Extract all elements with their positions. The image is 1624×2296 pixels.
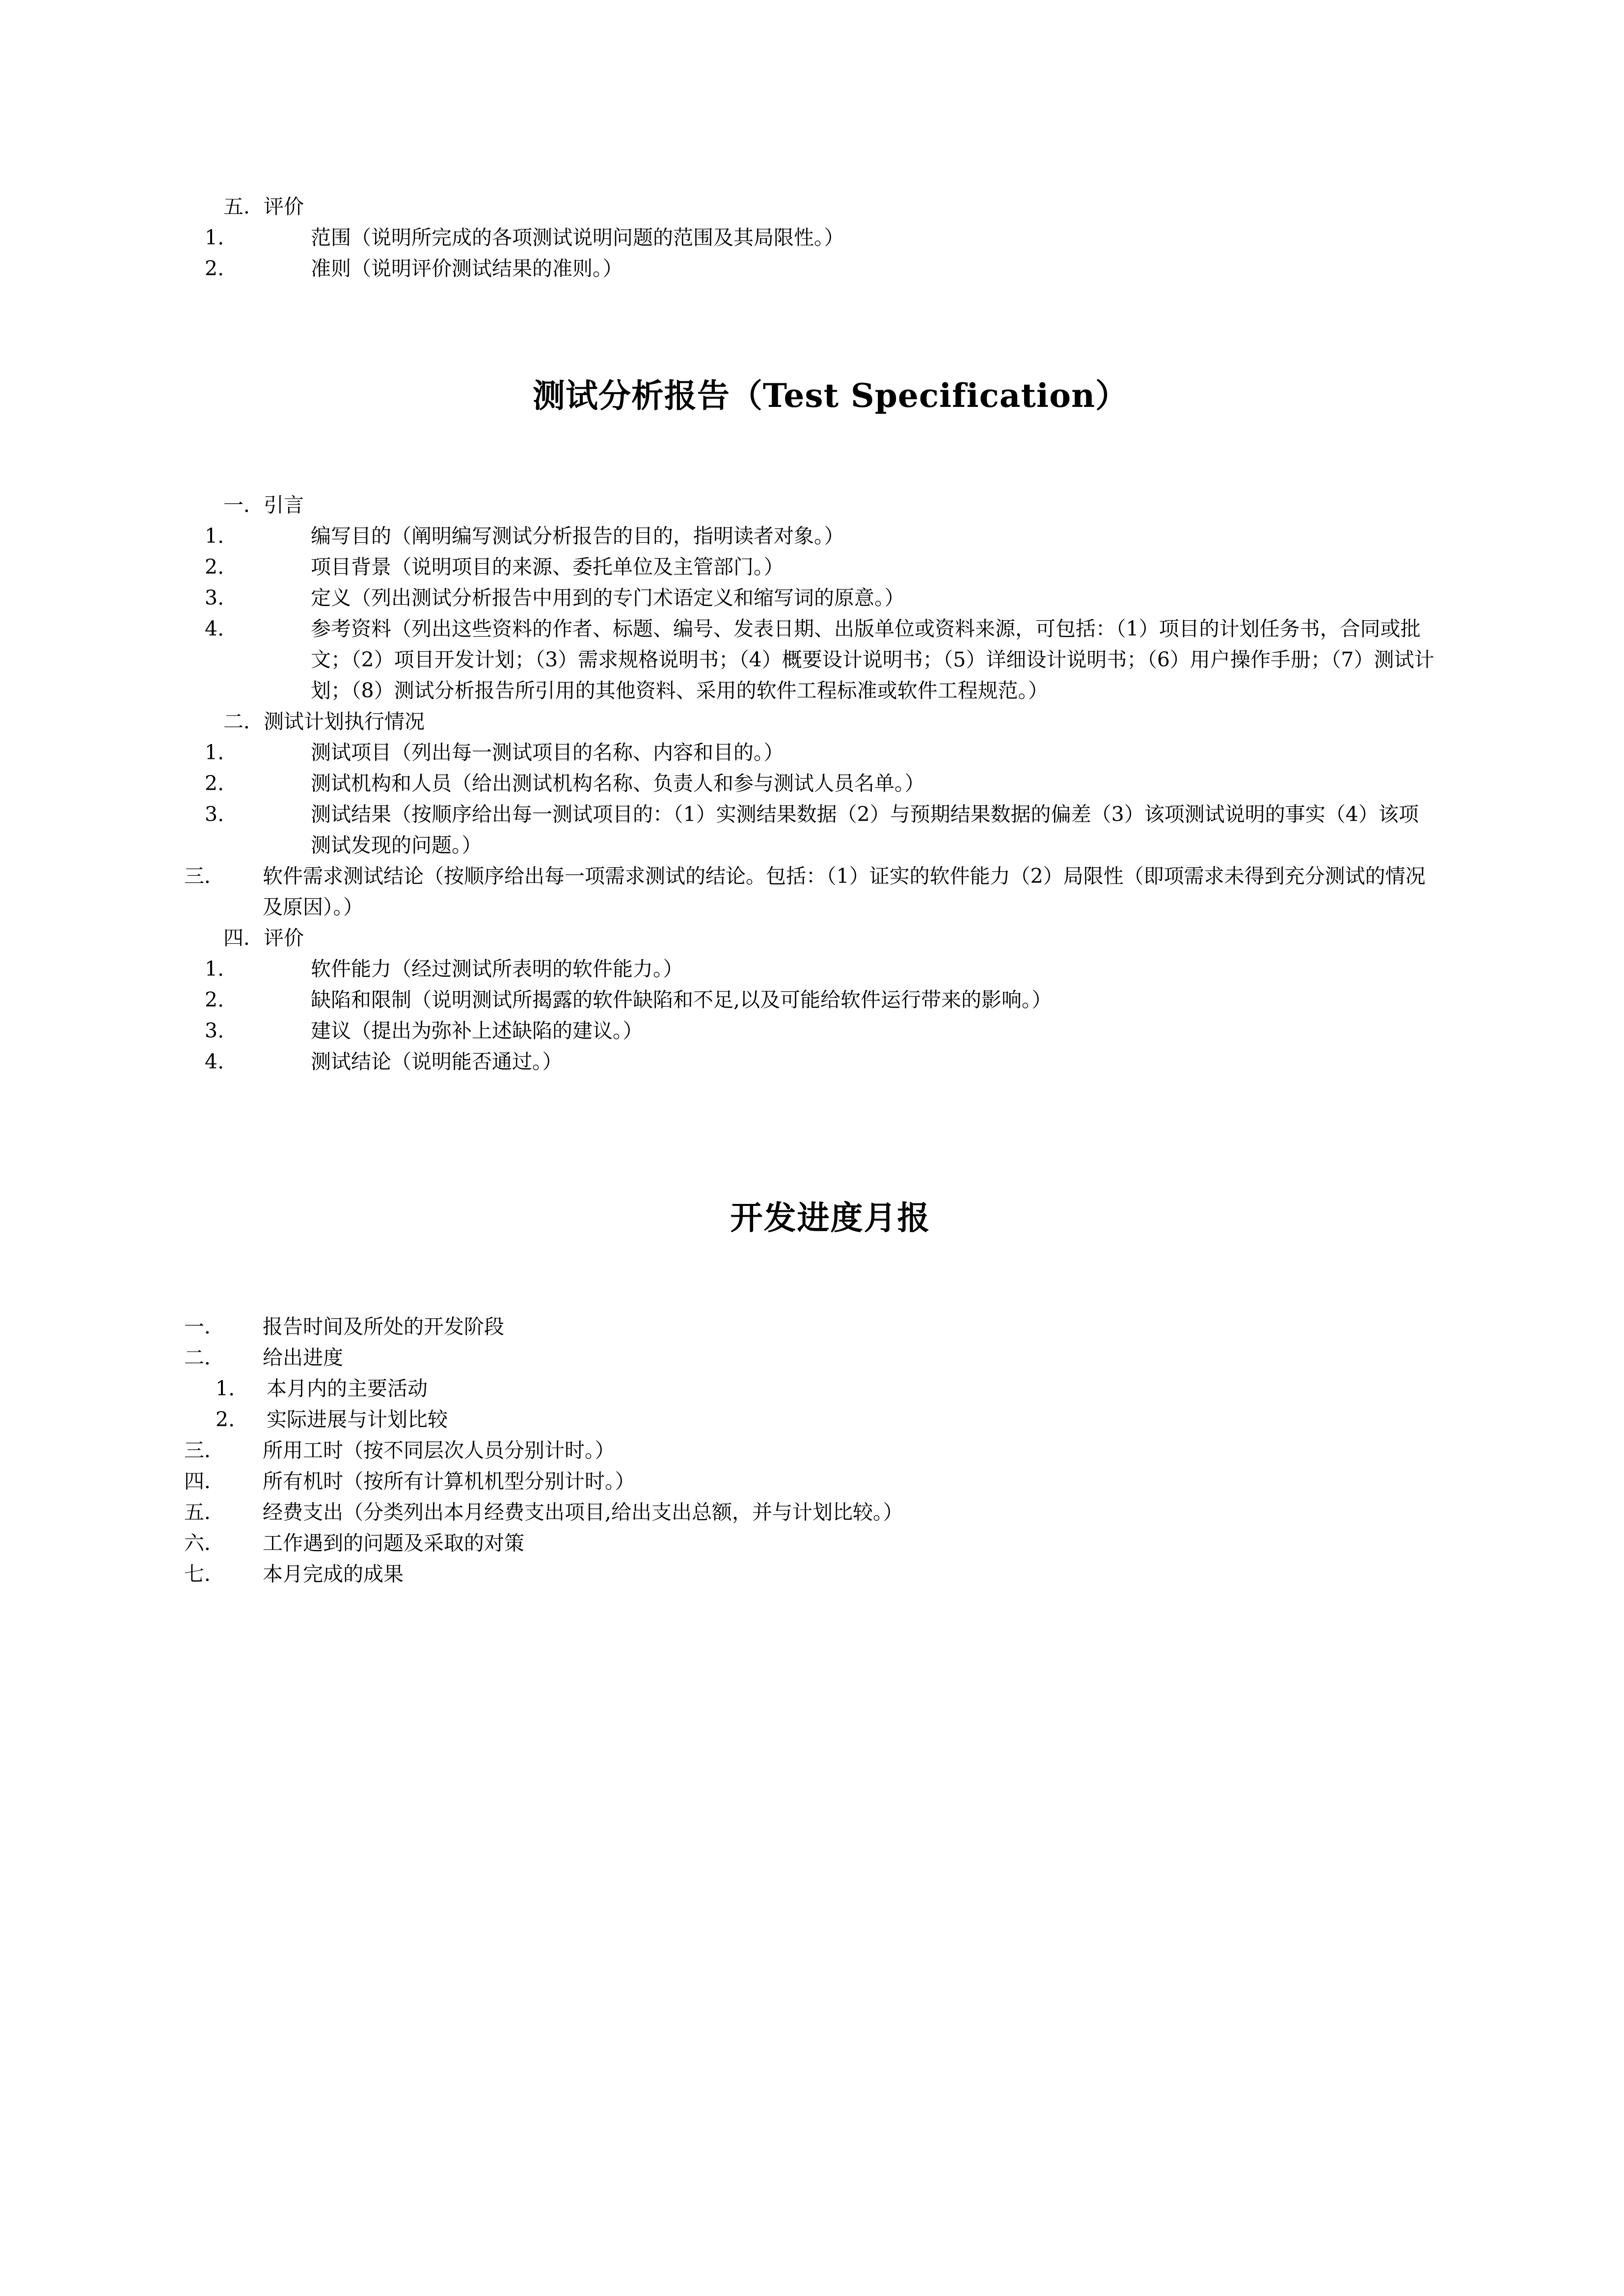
list-item-text: 范围（说明所完成的各项测试说明问题的范围及其局限性。） — [311, 226, 844, 249]
section-text: 给出进度 — [263, 1346, 343, 1369]
section-heading-requirements-conclusion — [184, 861, 1437, 923]
list-item — [205, 614, 1437, 706]
list-item — [205, 768, 1437, 799]
list-item — [205, 1015, 1437, 1046]
list-item — [205, 552, 1437, 583]
list-item-text: 测试机构和人员（给出测试机构名称、负责人和参与测试人员名单。） — [311, 771, 925, 795]
list-item-number: 1. — [205, 226, 224, 249]
list-item-number: 3. — [205, 1018, 224, 1042]
section-heading-progress — [184, 1342, 1437, 1373]
section-heading-evaluation: 四．评价 — [223, 926, 304, 950]
spacer — [223, 284, 1437, 375]
page-title-test-specification: 测试分析报告（Test Specification） — [532, 376, 1129, 415]
list-item-text: 准则（说明评价测试结果的准则。） — [311, 257, 623, 280]
list-item-number: 1. — [216, 1377, 235, 1400]
section-heading-evaluation-top: 五．评价 — [223, 195, 304, 218]
page-title-monthly-progress-report: 开发进度月报 — [730, 1198, 931, 1237]
list-item-number: 3. — [205, 586, 224, 610]
section-heading-results — [184, 1559, 1437, 1590]
list-item — [205, 954, 1437, 985]
section-heading-test-plan-execution: 二．测试计划执行情况 — [223, 709, 425, 733]
section-number: 一． — [184, 1315, 224, 1338]
section-heading-expenses — [184, 1497, 1437, 1528]
section-number: 五． — [184, 1500, 224, 1524]
list-item — [205, 521, 1437, 552]
section-heading-problems — [184, 1528, 1437, 1559]
section-heading-introduction: 一．引言 — [223, 493, 304, 517]
list-item-text: 参考资料（列出这些资料的作者、标题、编号、发表日期、出版单位或资料来源，可包括：（1）项目的计划任务书，合同或批文；（2）项目开发计划；（3）需求规格说明书；（4）概要设计说明书；（5）详细设计说明书；（6）用户操作手册；（7）测试计划；（8）测试分析报告所引用的其他资料、采用的软件工程标准或软件工程规范。） — [311, 616, 1435, 702]
list-item-number: 2. — [205, 988, 224, 1012]
list-item-text: 项目背景（说明项目的来源、委托单位及主管部门。） — [311, 555, 784, 579]
section-text: 软件需求测试结论（按顺序给出每一项需求测试的结论。包括：（1）证实的软件能力（2）局限性（即项需求未得到充分测试的情况及原因）。） — [263, 864, 1426, 919]
section-text: 所用工时（按不同层次人员分别计时。） — [263, 1439, 615, 1462]
section-heading-machine-hours — [184, 1466, 1437, 1497]
list-item-text: 测试结论（说明能否通过。） — [311, 1049, 563, 1073]
spacer — [223, 416, 1437, 490]
list-item-text: 软件能力（经过测试所表明的软件能力。） — [311, 957, 683, 981]
list-item-text: 定义（列出测试分析报告中用到的专门术语定义和缩写词的原意。） — [311, 586, 905, 610]
list-item — [216, 1404, 1437, 1435]
section-text: 本月完成的成果 — [263, 1562, 404, 1586]
list-item-number: 1. — [205, 957, 224, 981]
section-number: 六． — [184, 1531, 224, 1555]
section-text: 报告时间及所处的开发阶段 — [263, 1315, 504, 1338]
list-item-number: 2. — [205, 771, 224, 795]
list-item-number: 4. — [205, 1049, 224, 1073]
section-heading-man-hours — [184, 1435, 1437, 1466]
list-item — [216, 1373, 1437, 1404]
list-item-number: 2. — [205, 257, 224, 280]
section-number: 四． — [184, 1469, 224, 1493]
list-item — [205, 985, 1437, 1015]
spacer — [223, 1238, 1437, 1311]
list-item — [205, 737, 1437, 768]
list-item-number: 3. — [205, 802, 224, 826]
list-item-number: 2. — [216, 1408, 235, 1431]
list-item — [205, 222, 1437, 253]
list-item-number: 4. — [205, 616, 224, 641]
list-item — [205, 583, 1437, 614]
section-number: 三． — [184, 1439, 224, 1462]
list-item-number: 1. — [205, 740, 224, 764]
section-text: 所有机时（按所有计算机机型分别计时。） — [263, 1469, 635, 1493]
section-text: 经费支出（分类列出本月经费支出项目,给出支出总额，并与计划比较。） — [263, 1500, 903, 1524]
list-item-text: 建议（提出为弥补上述缺陷的建议。） — [311, 1018, 643, 1042]
section-number: 三． — [184, 864, 224, 888]
list-item-number: 2. — [205, 555, 224, 579]
list-item-text: 编写目的（阐明编写测试分析报告的目的，指明读者对象。） — [311, 524, 844, 548]
list-item — [205, 253, 1437, 284]
section-number: 二． — [184, 1346, 224, 1369]
spacer — [223, 1077, 1437, 1198]
section-number: 七． — [184, 1562, 224, 1586]
list-item — [205, 1046, 1437, 1077]
list-item-text: 实际进展与计划比较 — [267, 1408, 448, 1431]
list-item — [205, 799, 1437, 861]
list-item-text: 测试结果（按顺序给出每一测试项目的：（1）实测结果数据（2）与预期结果数据的偏差（3）该项测试说明的事实（4）该项测试发现的问题。） — [311, 802, 1419, 857]
list-item-number: 1. — [205, 524, 224, 548]
section-heading-report-time — [184, 1311, 1437, 1342]
list-item-text: 本月内的主要活动 — [267, 1377, 428, 1400]
list-item-text: 缺陷和限制（说明测试所揭露的软件缺陷和不足,以及可能给软件运行带来的影响。） — [311, 988, 1052, 1012]
list-item-text: 测试项目（列出每一测试项目的名称、内容和目的。） — [311, 740, 784, 764]
section-text: 工作遇到的问题及采取的对策 — [263, 1531, 524, 1555]
